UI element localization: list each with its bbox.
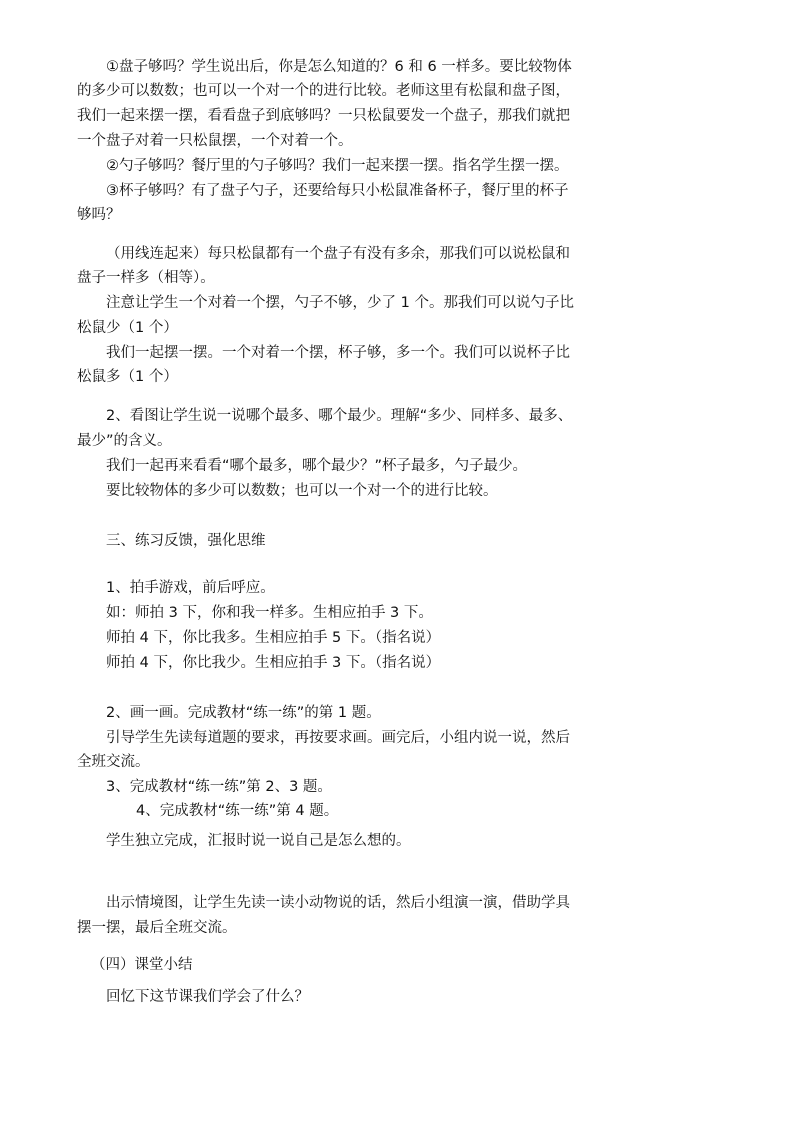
text-line: 我们一起再来看看“哪个最多，哪个最少？”杯子最多，勺子最少。 xyxy=(106,458,528,474)
text-line: 最少”的含义。 xyxy=(77,433,172,449)
text-line: 回忆下这节课我们学会了什么？ xyxy=(106,989,309,1005)
text-line: 摆一摆，最后全班交流。 xyxy=(77,920,237,936)
text-line: 的多少可以数数；也可以一个对一个的进行比较。老师这里有松鼠和盘子图， xyxy=(77,83,570,99)
text-line: 4、完成教材“练一练”第 4 题。 xyxy=(136,803,339,819)
text-line: 师拍 4 下，你比我少。生相应拍手 3 下。（指名说） xyxy=(106,655,441,671)
text-line: 一个盘子对着一只松鼠摆，一个对着一个。 xyxy=(77,133,353,149)
text-line: 全班交流。 xyxy=(77,754,150,770)
text-line: ①盘子够吗？学生说出后，你是怎么知道的？6 和 6 一样多。要比较物体 xyxy=(106,59,572,75)
text-line: 盘子一样多（相等）。 xyxy=(77,270,215,286)
text-line: 2、画一画。完成教材“练一练”的第 1 题。 xyxy=(106,705,381,721)
text-line: （用线连起来）每只松鼠都有一个盘子有没有多余，那我们可以说松鼠和 xyxy=(106,246,570,262)
text-line: 师拍 4 下，你比我多。生相应拍手 5 下。（指名说） xyxy=(106,630,441,646)
text-line: 我们一起来摆一摆，看看盘子到底够吗？一只松鼠要发一个盘子，那我们就把 xyxy=(77,108,570,124)
text-line: 注意让学生一个对着一个摆，勺子不够，少了 1 个。那我们可以说勺子比 xyxy=(106,295,574,311)
text-line: 松鼠少（1 个） xyxy=(77,320,178,336)
text-line: 引导学生先读每道题的要求，再按要求画。画完后，小组内说一说，然后 xyxy=(106,730,570,746)
text-line: 如：师拍 3 下，你和我一样多。生相应拍手 3 下。 xyxy=(106,605,433,621)
text-line: 我们一起摆一摆。一个对着一个摆，杯子够，多一个。我们可以说杯子比 xyxy=(106,345,570,361)
section-heading: （四）课堂小结 xyxy=(91,957,193,973)
text-line: 要比较物体的多少可以数数；也可以一个对一个的进行比较。 xyxy=(106,483,498,499)
text-line: ②勺子够吗？餐厅里的勺子够吗？我们一起来摆一摆。指名学生摆一摆。 xyxy=(106,158,569,174)
text-line: 学生独立完成，汇报时说一说自己是怎么想的。 xyxy=(106,833,411,849)
text-line: 够吗？ xyxy=(77,207,121,223)
section-heading: 三、练习反馈，强化思维 xyxy=(106,533,266,549)
text-line: 1、拍手游戏，前后呼应。 xyxy=(106,580,275,596)
text-line: 出示情境图，让学生先读一读小动物说的话，然后小组演一演，借助学具 xyxy=(106,895,570,911)
text-line: 松鼠多（1 个） xyxy=(77,369,178,385)
text-line: ③杯子够吗？有了盘子勺子，还要给每只小松鼠准备杯子，餐厅里的杯子 xyxy=(106,183,569,199)
text-line: 2、看图让学生说一说哪个最多、哪个最少。理解“多少、同样多、最多、 xyxy=(106,408,573,424)
text-line: 3、完成教材“练一练”第 2、3 题。 xyxy=(106,779,332,795)
